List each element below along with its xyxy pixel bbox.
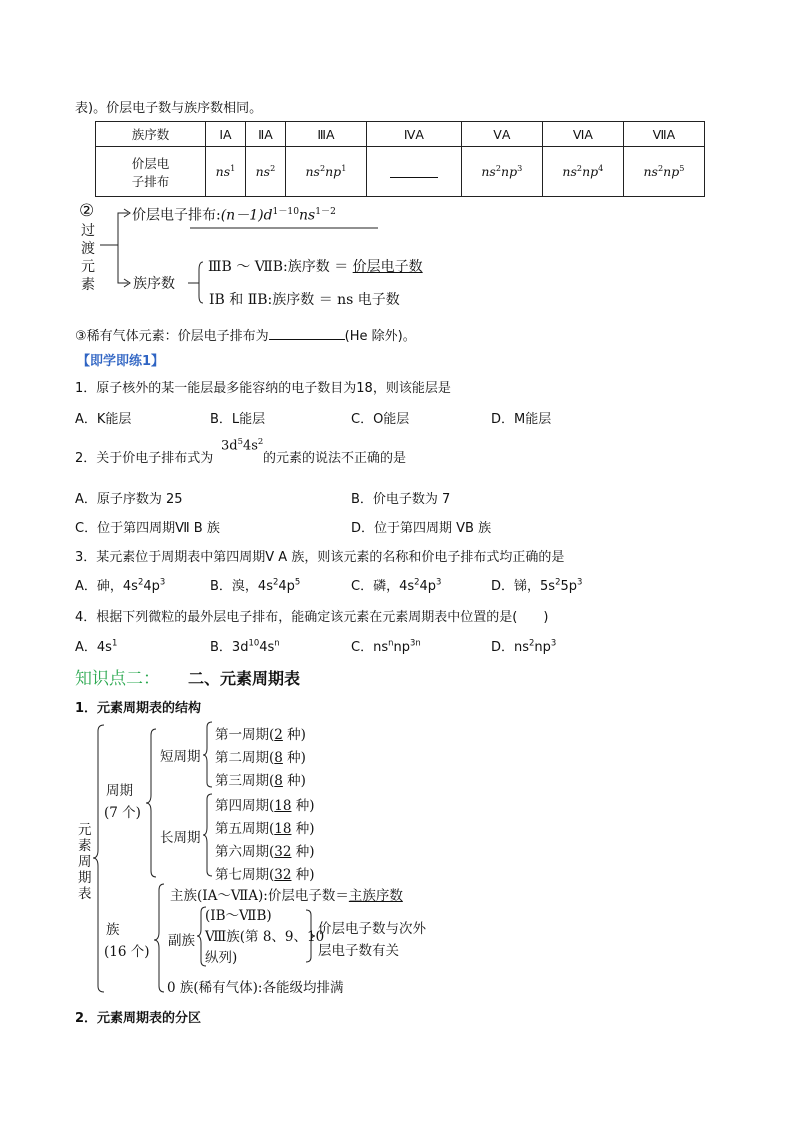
question-4: 4．根据下列微粒的最外层电子排布，能确定该元素在元素周期表中位置的是( ) bbox=[75, 610, 549, 625]
group-cell: ⅥA bbox=[542, 122, 623, 147]
question-2-prefix: 2．关于价电子排布式为 bbox=[75, 451, 214, 466]
group-cell: ⅣA bbox=[366, 122, 461, 147]
group-cell: ⅡA bbox=[245, 122, 285, 147]
q3-option-a: A．砷，$4s^24p^3$ bbox=[75, 576, 166, 594]
group-number-label: 族序数 bbox=[133, 276, 175, 292]
q4-option-d: D．$ns^2np^3$ bbox=[491, 637, 557, 655]
short-period-label: 短周期 bbox=[160, 749, 201, 765]
config-cell: $ns^2np^4$ bbox=[542, 147, 623, 197]
q2-option-b: B．价电子数为 7 bbox=[351, 492, 451, 507]
rule-iiib-viib: ⅢB ～ ⅦB:族序数 ＝ 价层电子数 bbox=[208, 259, 423, 275]
group-cell: ⅤA bbox=[461, 122, 542, 147]
config-cell: $ns^2np^1$ bbox=[285, 147, 366, 197]
subsection-structure: 1．元素周期表的结构 bbox=[75, 701, 202, 716]
subsection-blocks: 2．元素周期表的分区 bbox=[75, 1011, 202, 1026]
valence-config-line: 价层电子排布$:(n-1)d^{1-10}ns^{1-2}$ bbox=[132, 207, 336, 224]
q1-option-c: C．O能层 bbox=[351, 412, 410, 427]
sub-group-note: 价层电子数与次外 层电子数有关 bbox=[318, 921, 426, 959]
period-3: 第三周期(8 种) bbox=[215, 773, 306, 789]
period-2: 第二周期(8 种) bbox=[215, 750, 306, 766]
intro-line: 表)。价层电子数与族序数相同。 bbox=[75, 101, 263, 116]
question-3: 3．某元素位于周期表中第四周期Ⅴ A 族，则该元素的名称和价电子排布式均正确的是 bbox=[75, 550, 565, 565]
long-period-label: 长周期 bbox=[160, 830, 201, 846]
q2-option-c: C．位于第四周期Ⅶ B 族 bbox=[75, 521, 220, 536]
period-6: 第六周期(32 种) bbox=[215, 844, 315, 860]
group-cell: ⅢA bbox=[285, 122, 366, 147]
question-2-suffix: 的元素的说法不正确的是 bbox=[263, 451, 407, 466]
group-count: (16 个) bbox=[104, 944, 150, 960]
knowledge-point-heading: 知识点二： 二、元素周期表 bbox=[75, 669, 301, 689]
table-header-config: 价层电 子排布 bbox=[96, 147, 206, 197]
q4-option-a: A．$4s^1$ bbox=[75, 637, 118, 655]
q1-option-a: A．K能层 bbox=[75, 412, 132, 427]
q3-option-b: B．溴，$4s^24p^5$ bbox=[210, 576, 301, 594]
config-cell: $ns^2$ bbox=[245, 147, 285, 197]
period-label: 周期 bbox=[106, 783, 133, 799]
noble-gas-line: ③稀有气体元素：价层电子排布为 (He 除外)。 bbox=[75, 329, 416, 344]
period-5: 第五周期(18 种) bbox=[215, 821, 315, 837]
config-cell: $ns^1$ bbox=[206, 147, 246, 197]
table-header-group: 族序数 bbox=[96, 122, 206, 147]
practice-title: 【即学即练1】 bbox=[77, 354, 165, 369]
q3-option-c: C．磷，$4s^24p^3$ bbox=[351, 576, 442, 594]
config-cell: $ns^2np^3$ bbox=[461, 147, 542, 197]
period-1: 第一周期(2 种) bbox=[215, 727, 306, 743]
sub-group-label: 副族 bbox=[168, 933, 195, 949]
q1-option-d: D．M能层 bbox=[491, 412, 552, 427]
q2-option-a: A．原子序数为 25 bbox=[75, 492, 183, 507]
period-7: 第七周期(32 种) bbox=[215, 867, 315, 883]
main-group-rule: 主族(ⅠA～ⅦA):价层电子数＝主族序数 bbox=[170, 888, 403, 904]
group-cell: ⅠA bbox=[206, 122, 246, 147]
rule-ib-iib: ⅠB 和 ⅡB:族序数 ＝ ns 电子数 bbox=[209, 292, 400, 308]
circle-number: ② bbox=[79, 201, 95, 221]
q4-option-c: C．$ns^nnp^{3n}$ bbox=[351, 637, 421, 655]
q2-config-formula: $3d^54s^2$ bbox=[221, 436, 264, 454]
period-count: (7 个) bbox=[104, 805, 141, 821]
q4-option-b: B．$3d^{10}4s^n$ bbox=[210, 637, 280, 655]
question-1: 1．原子核外的某一能层最多能容纳的电子数目为18，则该能层是 bbox=[75, 381, 451, 396]
q1-option-b: B．L能层 bbox=[210, 412, 266, 427]
period-4: 第四周期(18 种) bbox=[215, 798, 315, 814]
config-cell: $ns^2np^5$ bbox=[623, 147, 704, 197]
periodic-table-label: 元 素 周 期 表 bbox=[78, 822, 92, 902]
q3-option-d: D．锑，$5s^25p^3$ bbox=[491, 576, 583, 594]
transition-vertical-label: 过 渡 元 素 bbox=[81, 223, 95, 293]
group-cell: ⅦA bbox=[623, 122, 704, 147]
sub-group-lines: (ⅠB～ⅦB) Ⅷ族(第 8、9、10 纵列) bbox=[205, 908, 325, 966]
group-label: 族 bbox=[106, 922, 120, 938]
zero-group-rule: 0 族(稀有气体):各能级均排满 bbox=[167, 980, 344, 996]
q2-option-d: D．位于第四周期 VB 族 bbox=[351, 521, 492, 536]
